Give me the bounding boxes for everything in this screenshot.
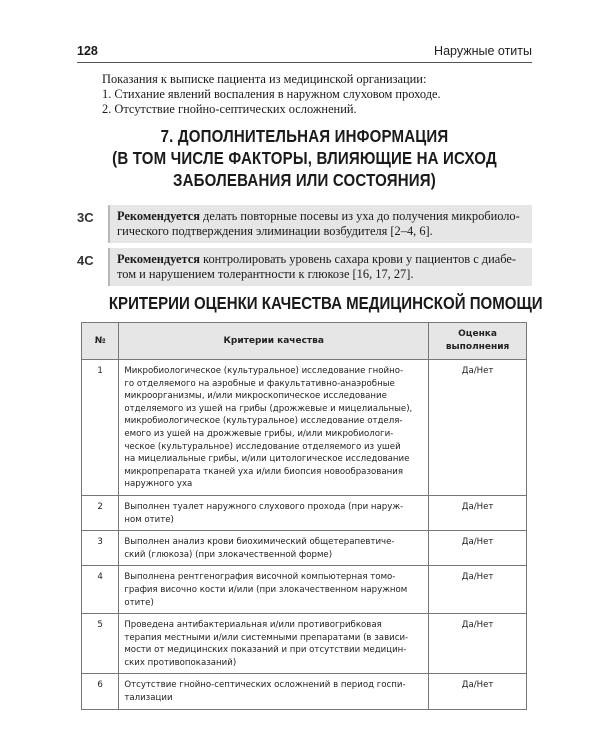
criterion-line: ский (глюкоза) (при злокачественной форме) [124,549,333,560]
criterion-line: Выполнен туалет наружного слухового прохода (при наруж- [124,501,404,512]
column-header-grade [429,323,527,360]
table-row [82,531,527,566]
recommendation-keyword: Рекомендуется [117,209,200,223]
discharge-item: 2. Отсутствие гнойно-септических осложнений. [102,102,357,116]
criterion-line: графия височно кости и/или (при злокачественном наружном [124,584,408,595]
row-number: 3 [82,531,119,566]
table-row [82,495,527,530]
table-row [82,566,527,614]
column-header-num: № [82,323,119,360]
criterion-text [119,614,429,674]
criterion-line: мости от медицинских показаний и при отсутствии медицин- [124,645,407,656]
running-header [77,44,532,62]
criterion-line: терапия местными и/или системными препаратами (в зависи- [124,632,409,643]
column-header-grade-line: Оценка [458,329,497,340]
grade-value: Да/Нет [429,614,527,674]
criterion-line: ном отите) [124,514,174,525]
criterion-text [119,566,429,614]
table-row [82,674,527,709]
criterion-line: отделяемого из ушей на грибы (дрожжевые и мицелиальные), [124,403,413,414]
column-header-criteria: Критерии качества [119,323,429,360]
criterion-line: ских противопоказаний) [124,657,237,668]
criterion-line: на мицелиальные грибы, и/или цитологическое исследование [124,454,410,465]
grade-value: Да/Нет [429,674,527,709]
recommendation-line: гического подтверждения элиминации возбудителя [2–4, 6]. [117,224,433,238]
grade-value: Да/Нет [429,531,527,566]
recommendation-line: том и нарушением толерантности к глюкозе [16, 17, 27]. [117,267,414,281]
quality-criteria-heading: КРИТЕРИИ ОЦЕНКИ КАЧЕСТВА МЕДИЦИНСКОЙ ПОМОЩИ [108,293,543,313]
discharge-lead: Показания к выписке пациента из медицинской организации: [102,72,427,86]
recommendation-keyword: Рекомендуется [117,252,200,266]
criterion-line: Микробиологическое (культуральное) исследование гнойно- [124,366,404,376]
criterion-line: отите) [124,597,154,608]
criterion-line: микропрепарата тканей уха и/или биопсия новообразования [124,466,403,477]
running-title: Наружные отиты [434,44,532,58]
criterion-line: Выполнен анализ крови биохимический общетерапевтиче- [124,537,395,548]
recommendation-text [108,205,532,243]
row-number: 1 [82,360,119,496]
section-7-heading-line: 7. ДОПОЛНИТЕЛЬНАЯ ИНФОРМАЦИЯ [160,126,449,146]
criterion-line: Выполнена рентгенография височной компьютерная томо- [124,572,396,583]
criterion-line: тализации [124,693,173,704]
criterion-line: емого из ушей на дрожжевые грибы, и/или микробиологи- [124,428,394,439]
table-row [82,360,527,496]
row-number: 6 [82,674,119,709]
grade-value: Да/Нет [429,360,527,496]
criterion-text [119,360,429,496]
column-header-grade-line: выполнения [445,342,510,352]
section-7-heading-line: ЗАБОЛЕВАНИЯ ИЛИ СОСТОЯНИЯ) [173,170,436,190]
grade-value: Да/Нет [429,566,527,614]
discharge-indications [102,72,522,117]
grade-value: Да/Нет [429,495,527,530]
criterion-text [119,495,429,530]
table-row [82,614,527,674]
criterion-line: микроорганизмы, и/или микроскопическое исследование [124,391,387,402]
criterion-line: Отсутствие гнойно-септических осложнений в период госпи- [124,680,406,691]
row-number: 2 [82,495,119,530]
section-7-heading [109,125,500,191]
evidence-level: 3С [77,210,94,225]
criterion-text [119,674,429,709]
quality-criteria-table [81,322,527,710]
criterion-line: го отделяемого на аэробные и факультативно-анаэробные [124,378,395,389]
section-7-heading-line: (В ТОМ ЧИСЛЕ ФАКТОРЫ, ВЛИЯЮЩИЕ НА ИСХОД [112,148,497,168]
criterion-line: микробиологическое (культуральное) исследование отделя- [124,416,403,427]
row-number: 4 [82,566,119,614]
criterion-line: ческое (культуральное) исследование отделяемого из ушей [124,441,401,452]
discharge-item: 1. Стихание явлений воспаления в наружном слуховом проходе. [102,87,441,101]
criterion-text [119,531,429,566]
recommendation-line: контролировать уровень сахара крови у пациентов с диабе- [199,252,517,266]
criterion-line: наружного уха [124,479,193,490]
header-rule [77,62,532,63]
evidence-level: 4С [77,253,94,268]
table-header-row [82,323,527,360]
recommendation-text [108,248,532,286]
criterion-line: Проведена антибактериальная и/или противогрибковая [124,620,382,631]
page-number: 128 [77,44,98,58]
row-number: 5 [82,614,119,674]
recommendation-line: делать повторные посевы из уха до получения микробиоло- [199,209,520,223]
